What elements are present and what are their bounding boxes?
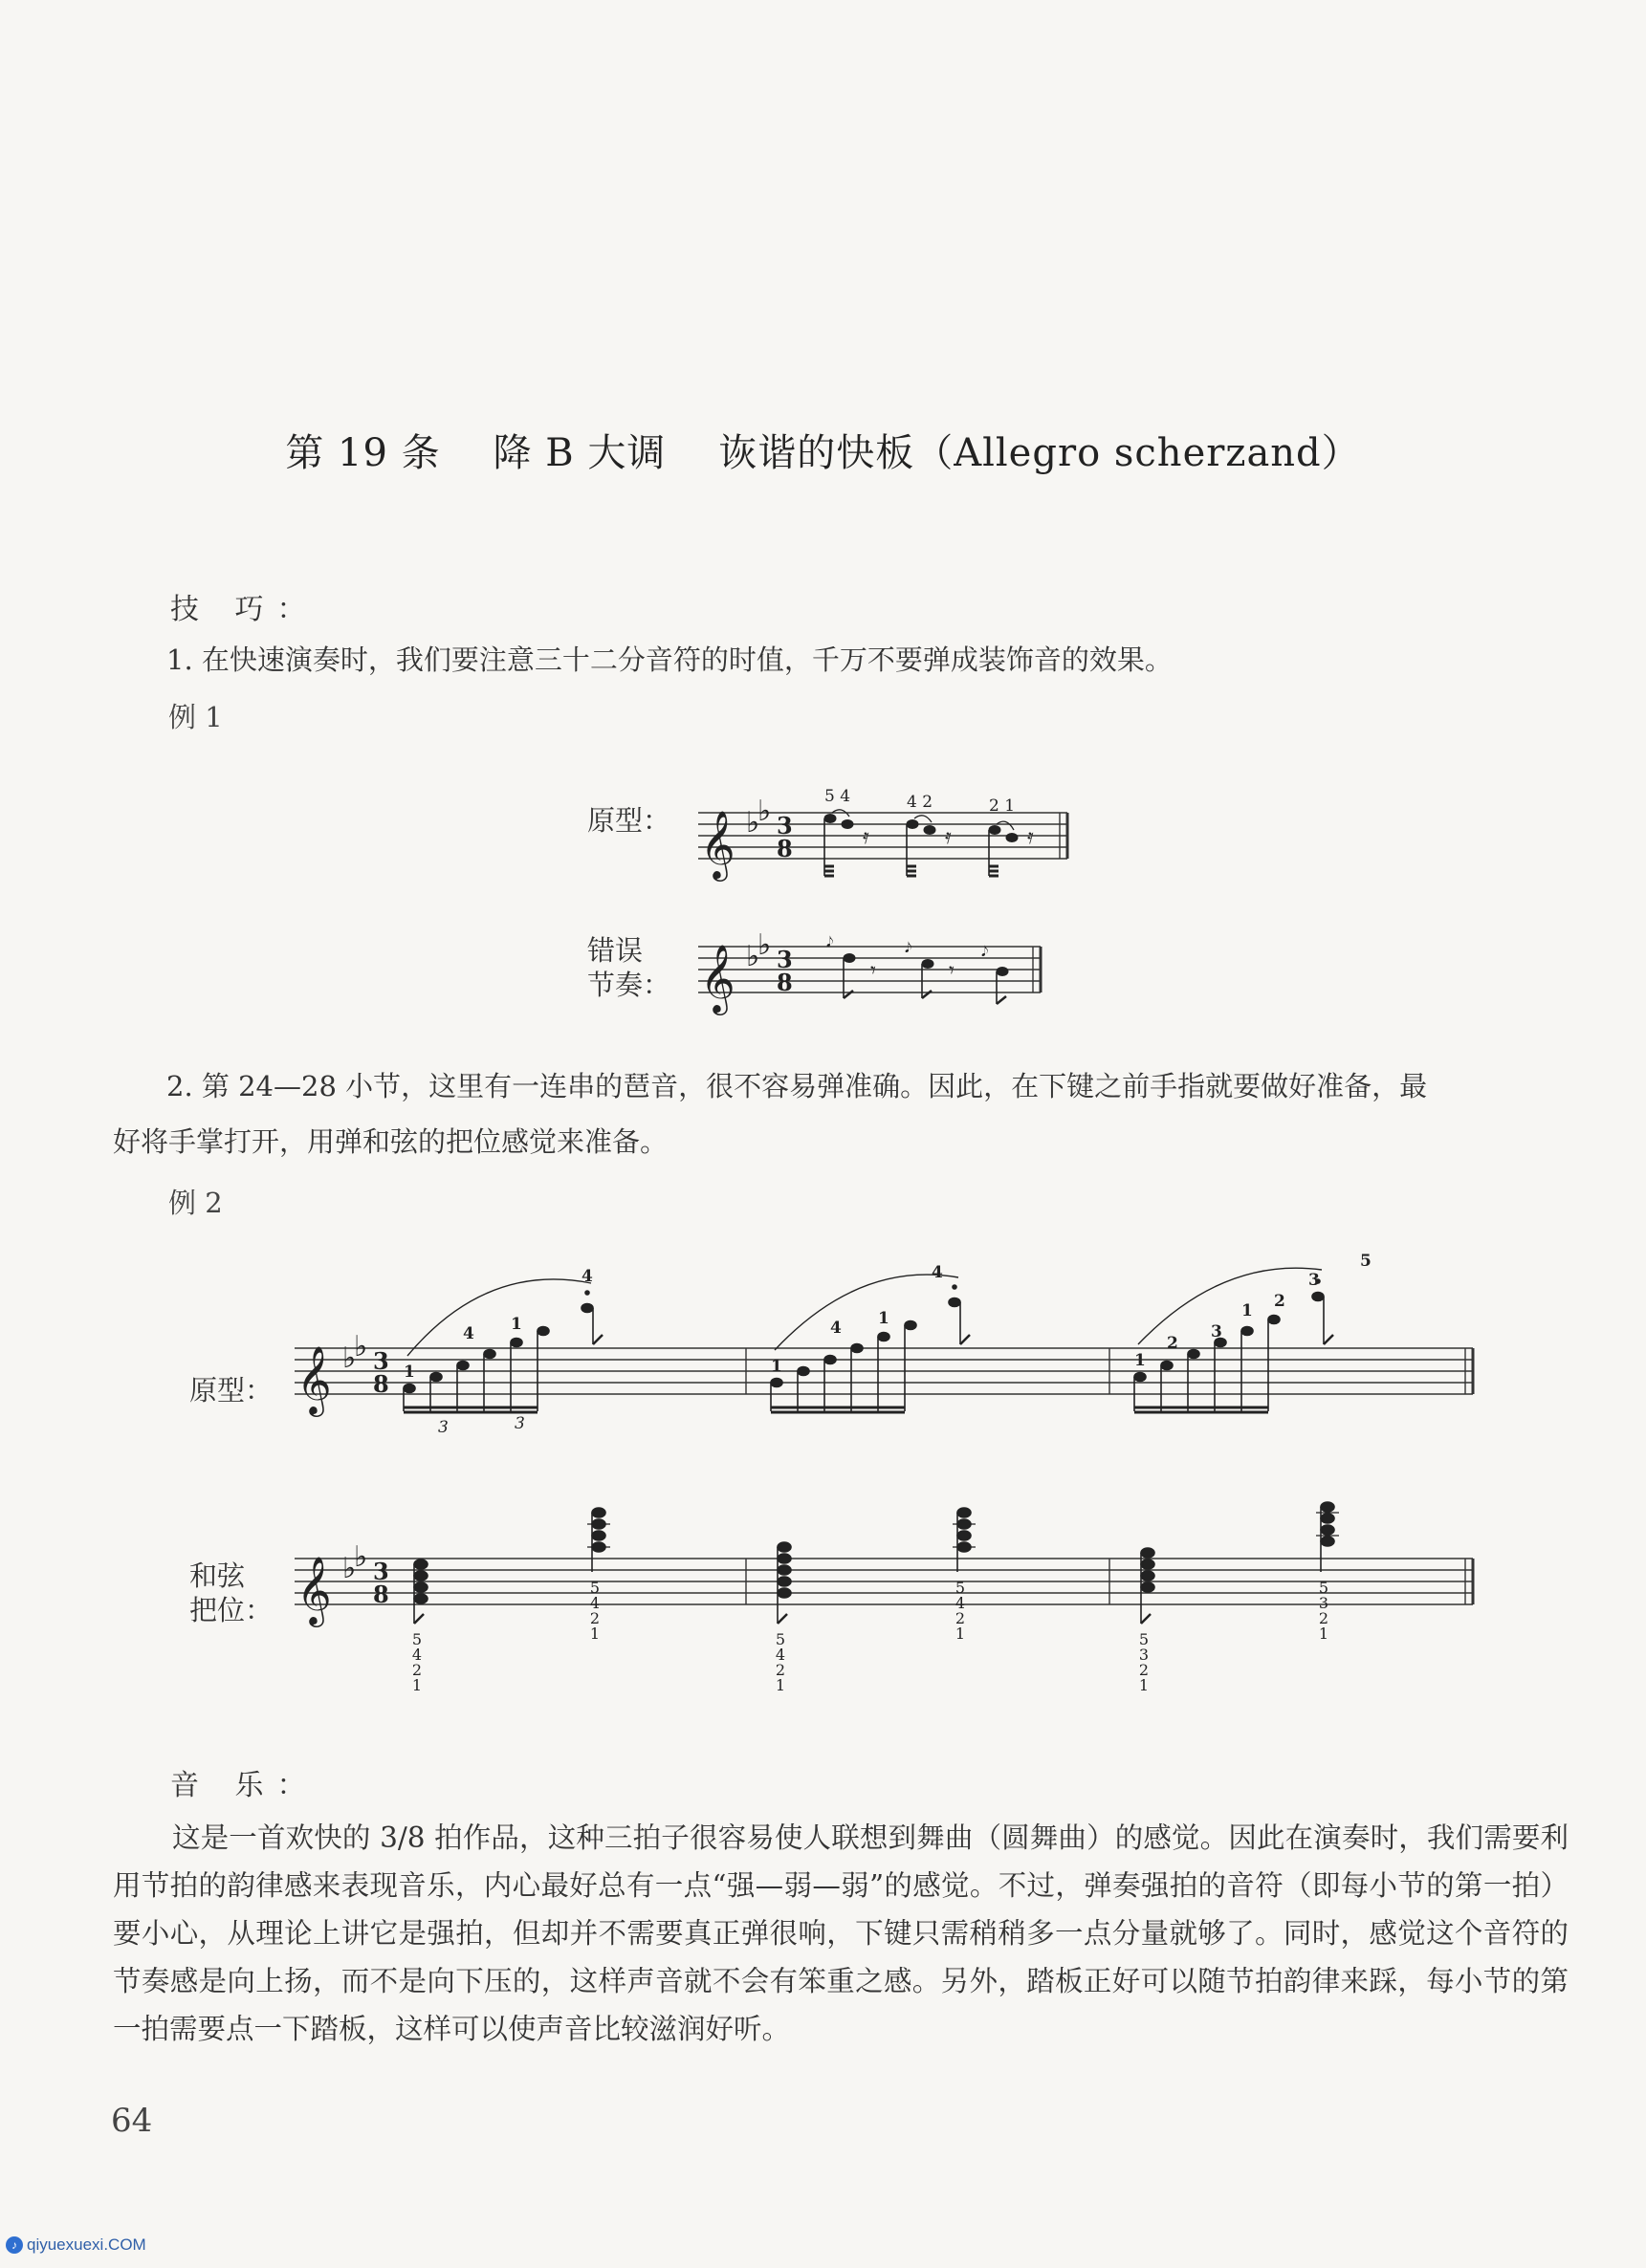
svg-text:𝄿: 𝄿 <box>863 825 869 849</box>
svg-text:𝄾: 𝄾 <box>949 959 955 983</box>
ex1-wrong-label-1: 错误 <box>587 934 644 967</box>
ex2-m2-finger-4: 4 <box>932 1263 943 1282</box>
ex2-m1-finger-2: 4 <box>463 1324 474 1343</box>
svg-text:3: 3 <box>1138 1646 1150 1664</box>
svg-text:4: 4 <box>955 1594 966 1612</box>
ex2-chord-label-2: 把位： <box>189 1594 274 1626</box>
svg-text:8: 8 <box>373 1370 389 1398</box>
svg-text:8: 8 <box>777 835 793 862</box>
svg-text:𝆕: 𝆕 <box>905 934 912 958</box>
svg-text:5: 5 <box>589 1579 601 1597</box>
svg-text:♭: ♭ <box>746 940 760 973</box>
example-2-label: 例 2 <box>168 1187 223 1219</box>
svg-text:3: 3 <box>373 1347 389 1375</box>
site-watermark <box>6 2235 146 2255</box>
svg-text:♭: ♭ <box>757 928 772 962</box>
ex2-triplet-2: 3 <box>515 1414 525 1433</box>
svg-text:𝄞: 𝄞 <box>296 1344 332 1414</box>
ex1-fingering-3: 2 1 <box>989 796 1016 816</box>
svg-text:♭: ♭ <box>757 795 772 828</box>
ex2-original-label: 原型： <box>189 1374 274 1407</box>
svg-text:𝄿: 𝄿 <box>945 825 952 849</box>
svg-text:♭: ♭ <box>746 806 760 840</box>
ex2-m2-finger-2: 4 <box>830 1319 842 1338</box>
ex2-m1-finger-1: 1 <box>404 1363 415 1382</box>
technique-point-2-line-2: 好将手掌打开，用弹和弦的把位感觉来准备。 <box>113 1125 669 1158</box>
ex2-m3-finger-6: 3 <box>1308 1271 1320 1290</box>
svg-text:♭: ♭ <box>354 1540 368 1574</box>
ex2-m3-finger-7: 5 <box>1360 1252 1372 1271</box>
svg-text:2: 2 <box>1318 1609 1329 1627</box>
svg-text:4: 4 <box>589 1594 601 1612</box>
svg-text:3: 3 <box>373 1558 389 1585</box>
svg-text:4: 4 <box>775 1646 786 1664</box>
ex2-m2-finger-1: 1 <box>771 1357 782 1376</box>
svg-text:1: 1 <box>1138 1676 1150 1694</box>
ex2-m3-finger-3: 3 <box>1211 1322 1222 1341</box>
technique-point-2-line-1: 2. 第 24—28 小节，这里有一连串的琶音，很不容易弹准确。因此，在下键之前手指就要做好准备，最 <box>166 1070 1428 1102</box>
svg-text:𝄿: 𝄿 <box>1027 825 1034 849</box>
ex1-fingering-2: 4 2 <box>907 793 933 812</box>
svg-text:𝄞: 𝄞 <box>700 943 735 1013</box>
ex2-m2-finger-3: 1 <box>878 1309 889 1328</box>
svg-text:5: 5 <box>775 1630 786 1648</box>
ex2-m1-finger-4: 4 <box>582 1267 593 1286</box>
svg-text:5: 5 <box>1318 1579 1329 1597</box>
svg-text:2: 2 <box>775 1661 786 1679</box>
svg-text:♭: ♭ <box>342 1552 357 1585</box>
ex1-fingering-1: 5 4 <box>824 787 851 806</box>
svg-text:3: 3 <box>777 946 793 973</box>
svg-text:1: 1 <box>775 1676 786 1694</box>
svg-text:𝄞: 𝄞 <box>296 1555 332 1625</box>
svg-text:2: 2 <box>955 1609 966 1627</box>
svg-text:4: 4 <box>411 1646 423 1664</box>
svg-text:𝆕: 𝆕 <box>981 938 989 962</box>
ex2-original-staff <box>295 1243 1490 1437</box>
ex1-wrong-staff <box>698 918 1081 1023</box>
svg-text:8: 8 <box>777 969 793 996</box>
ex2-triplet-1: 3 <box>438 1418 449 1437</box>
ex2-m3-finger-2: 2 <box>1167 1334 1178 1353</box>
svg-text:8: 8 <box>373 1581 389 1608</box>
example-1-label: 例 1 <box>168 701 223 733</box>
svg-text:♭: ♭ <box>354 1330 368 1363</box>
svg-text:𝄞: 𝄞 <box>700 809 735 879</box>
svg-text:♭: ♭ <box>342 1341 357 1375</box>
svg-text:1: 1 <box>411 1676 423 1694</box>
music-heading: 音 乐： <box>170 1769 319 1802</box>
page-title: 第 19 条 降 B 大调 诙谐的快板（Allegro scherzand） <box>285 431 1361 475</box>
svg-text:5: 5 <box>1138 1630 1150 1648</box>
ex2-m1-finger-3: 1 <box>511 1315 522 1334</box>
svg-text:3: 3 <box>777 812 793 840</box>
svg-text:𝆕: 𝆕 <box>826 928 834 952</box>
ex1-wrong-label-2: 节奏： <box>587 969 671 1001</box>
watermark-logo-icon: ♪ <box>6 2236 23 2254</box>
svg-text:2: 2 <box>1138 1661 1150 1679</box>
music-paragraph: 这是一首欢快的 3/8 拍作品，这种三拍子很容易使人联想到舞曲（圆舞曲）的感觉。因此在演奏时，我们需要利用节拍的韵律感来表现音乐，内心最好总有一点“强—弱—弱”的感觉。不过，弹奏强拍的音符（即每小节的第一拍）要小心，从理论上讲它是强拍，但却并不需要真正弹很响，下键只需稍稍多一点分量就够了。同时，感觉这个音符的节奏感是向上扬，而不是向下压的，这样声音就不会有笨重之感。另外，踏板正好可以随节拍韵律来踩，每小节的第一拍需要点一下踏板，这样可以使声音比较滋润好听。 <box>113 1821 1569 2045</box>
svg-text:3: 3 <box>1318 1594 1329 1612</box>
ex2-chord-staff <box>295 1511 1490 1731</box>
ex2-m3-finger-4: 1 <box>1241 1301 1253 1320</box>
ex2-m3-finger-5: 2 <box>1274 1292 1285 1311</box>
svg-text:1: 1 <box>955 1625 966 1643</box>
svg-text:1: 1 <box>589 1625 601 1643</box>
svg-text:1: 1 <box>1318 1625 1329 1643</box>
svg-text:𝄾: 𝄾 <box>870 959 876 983</box>
svg-text:2: 2 <box>589 1609 601 1627</box>
ex1-original-label: 原型： <box>587 804 671 837</box>
svg-text:5: 5 <box>411 1630 423 1648</box>
page-number: 64 <box>111 2102 153 2140</box>
technique-heading: 技 巧： <box>170 593 319 626</box>
svg-text:2: 2 <box>411 1661 423 1679</box>
watermark-text: qiyuexuexi.COM <box>27 2235 146 2254</box>
svg-text:5: 5 <box>955 1579 966 1597</box>
ex2-chord-label-1: 和弦 <box>189 1559 246 1592</box>
technique-point-1: 1. 在快速演奏时，我们要注意三十二分音符的时值，千万不要弹成装饰音的效果。 <box>166 643 1173 676</box>
ex2-m3-finger-1: 1 <box>1134 1351 1146 1370</box>
ex1-original-staff <box>698 784 1081 889</box>
